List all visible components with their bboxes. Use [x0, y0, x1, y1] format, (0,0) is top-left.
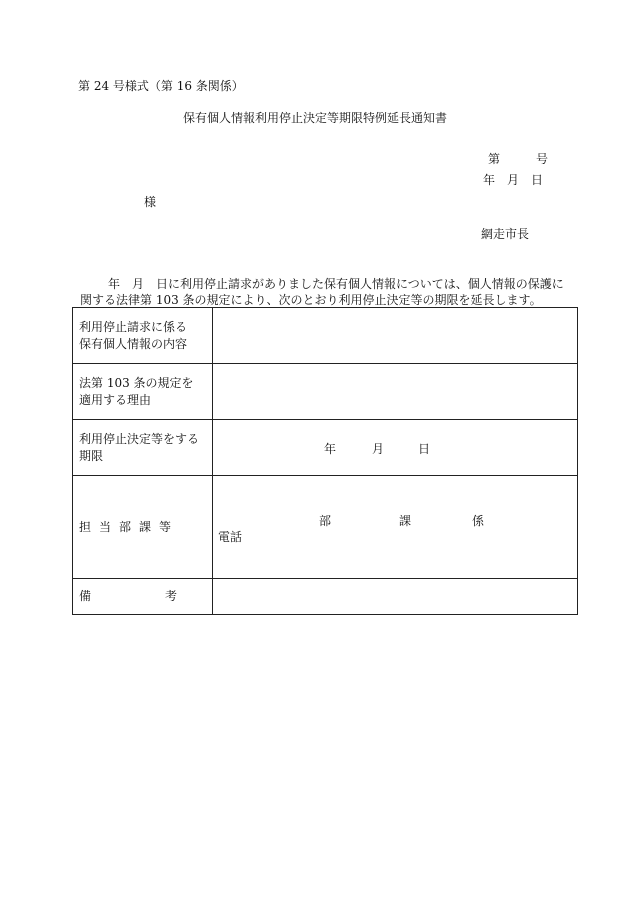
section-part: 課	[399, 514, 412, 528]
document-number: 第 号	[488, 152, 549, 166]
label-line: 適用する理由	[79, 392, 152, 407]
addressee: 様	[144, 195, 157, 209]
label-department	[73, 476, 213, 579]
body-paragraph	[80, 276, 564, 308]
body-line-2: 関する法律第 103 条の規定により、次のとおり利用停止決定等の期限を延長します。	[80, 293, 542, 307]
label-line: 考	[165, 589, 178, 603]
phone-label: 電話	[218, 530, 243, 544]
label-line: 保有個人情報の内容	[79, 336, 188, 351]
label-line: 備	[79, 589, 92, 603]
label-content	[73, 308, 213, 364]
label-line: 期限	[79, 448, 104, 463]
unit-part: 係	[472, 514, 485, 528]
table-row-department	[73, 476, 578, 579]
label-line: 法第 103 条の規定を	[79, 375, 194, 390]
value-department[interactable]	[213, 476, 578, 579]
label-line: 利用停止決定等をする	[79, 431, 200, 446]
extension-table	[72, 307, 578, 615]
dept-part: 部	[319, 514, 332, 528]
body-line-1: 年 月 日に利用停止請求がありました保有個人情報については、個人情報の保護に	[108, 277, 564, 291]
value-reason[interactable]	[213, 364, 578, 420]
deadline-day: 日	[418, 442, 431, 456]
table-row-remarks	[73, 579, 578, 615]
table-row-deadline	[73, 420, 578, 476]
document-title: 保有個人情報利用停止決定等期限特例延長通知書	[182, 111, 447, 125]
value-content[interactable]	[213, 308, 578, 364]
deadline-year: 年	[324, 442, 337, 456]
table-row-reason	[73, 364, 578, 420]
label-line: 利用停止請求に係る	[79, 319, 188, 334]
document-date: 年 月 日	[483, 173, 544, 187]
label-remarks	[73, 579, 213, 615]
sender-name: 網走市長	[481, 227, 530, 241]
label-reason	[73, 364, 213, 420]
form-number: 第 24 号様式（第 16 条関係）	[78, 79, 244, 93]
value-deadline[interactable]	[213, 420, 578, 476]
table-row-content	[73, 308, 578, 364]
label-deadline	[73, 420, 213, 476]
label-line: 担当部課等	[79, 519, 180, 534]
value-remarks[interactable]	[213, 579, 578, 615]
deadline-month: 月	[372, 442, 385, 456]
